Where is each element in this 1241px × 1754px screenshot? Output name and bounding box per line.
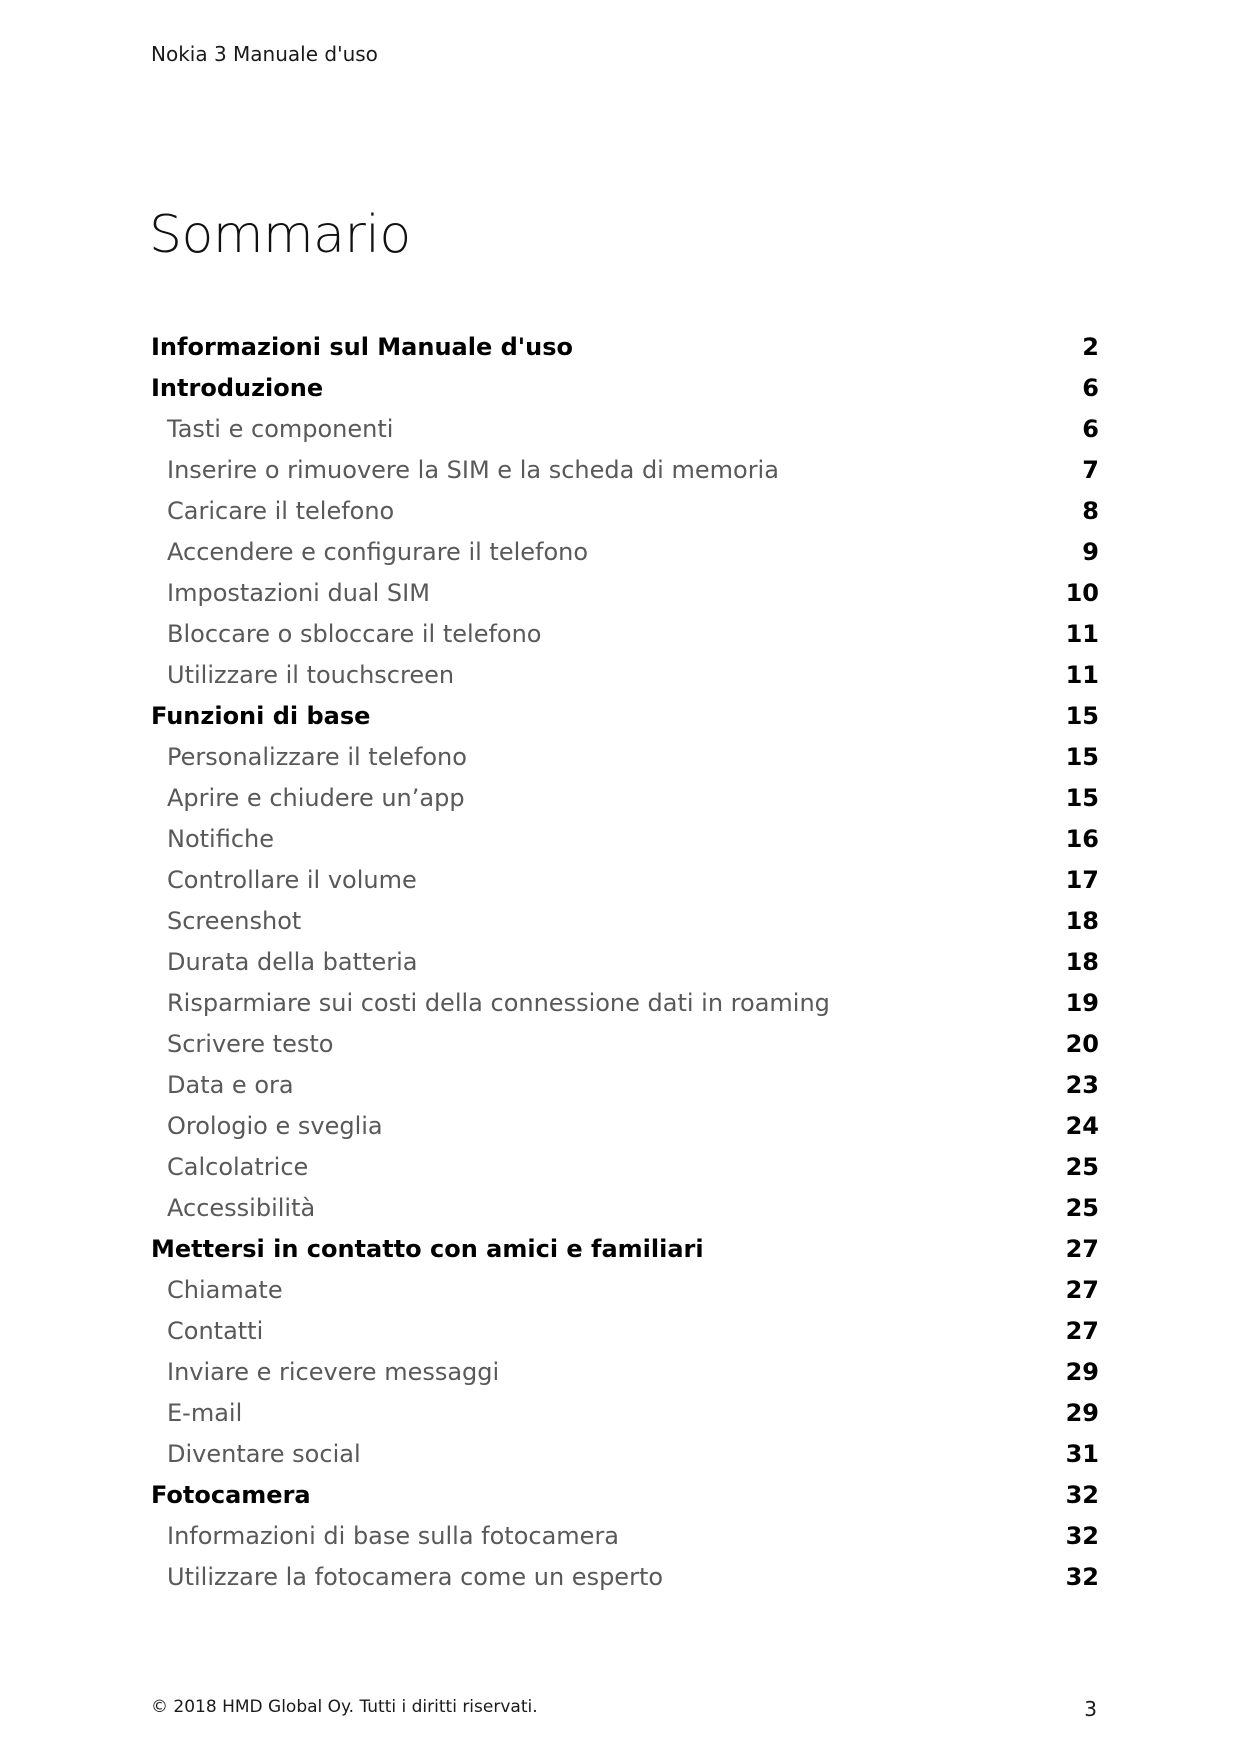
toc-entry-label: Utilizzare il touchscreen — [167, 660, 455, 689]
toc-subsection-entry[interactable] — [151, 900, 1099, 941]
toc-entry-label: Utilizzare la fotocamera come un esperto — [167, 1562, 664, 1591]
toc-entry-page-number: 32 — [1065, 1521, 1099, 1550]
toc-subsection-entry[interactable] — [151, 490, 1099, 531]
toc-entry-label: Personalizzare il telefono — [167, 742, 467, 771]
toc-entry-page-number: 16 — [1065, 824, 1099, 853]
toc-entry-label: Controllare il volume — [167, 865, 417, 894]
toc-subsection-entry[interactable] — [151, 1023, 1099, 1064]
toc-subsection-entry[interactable] — [151, 1392, 1099, 1433]
toc-entry-page-number: 17 — [1065, 865, 1099, 894]
toc-entry-page-number: 15 — [1065, 742, 1099, 771]
toc-entry-label: Fotocamera — [151, 1480, 311, 1509]
toc-entry-label: Contatti — [167, 1316, 264, 1345]
toc-entry-page-number: 10 — [1065, 578, 1099, 607]
toc-subsection-entry[interactable] — [151, 736, 1099, 777]
toc-section-entry[interactable] — [151, 1228, 1099, 1269]
toc-section-entry[interactable] — [151, 1474, 1099, 1515]
toc-entry-page-number: 23 — [1065, 1070, 1099, 1099]
toc-subsection-entry[interactable] — [151, 572, 1099, 613]
toc-entry-page-number: 29 — [1065, 1398, 1099, 1427]
toc-subsection-entry[interactable] — [151, 1146, 1099, 1187]
toc-subsection-entry[interactable] — [151, 1310, 1099, 1351]
toc-subsection-entry[interactable] — [151, 818, 1099, 859]
toc-entry-page-number: 29 — [1065, 1357, 1099, 1386]
toc-entry-label: Notifiche — [167, 824, 275, 853]
toc-entry-page-number: 19 — [1065, 988, 1099, 1017]
toc-entry-page-number: 18 — [1065, 906, 1099, 935]
toc-entry-label: Orologio e sveglia — [167, 1111, 383, 1140]
footer-copyright: © 2018 HMD Global Oy. Tutti i diritti riservati. — [151, 1697, 538, 1717]
toc-entry-page-number: 6 — [1082, 414, 1099, 443]
toc-entry-page-number: 31 — [1065, 1439, 1099, 1468]
toc-entry-label: E-mail — [167, 1398, 243, 1427]
toc-subsection-entry[interactable] — [151, 1556, 1099, 1597]
page-title: Sommario — [149, 205, 411, 265]
toc-entry-page-number: 27 — [1065, 1234, 1099, 1263]
toc-entry-label: Funzioni di base — [151, 701, 371, 730]
toc-entry-label: Aprire e chiudere un’app — [167, 783, 465, 812]
toc-section-entry[interactable] — [151, 367, 1099, 408]
toc-entry-page-number: 27 — [1065, 1316, 1099, 1345]
toc-subsection-entry[interactable] — [151, 1433, 1099, 1474]
toc-section-entry[interactable] — [151, 695, 1099, 736]
toc-entry-label: Mettersi in contatto con amici e familiari — [151, 1234, 704, 1263]
toc-subsection-entry[interactable] — [151, 531, 1099, 572]
footer-page-number: 3 — [1084, 1697, 1097, 1721]
toc-entry-label: Caricare il telefono — [167, 496, 395, 525]
table-of-contents — [151, 326, 1099, 1597]
toc-entry-page-number: 11 — [1065, 619, 1099, 648]
toc-entry-label: Informazioni di base sulla fotocamera — [167, 1521, 620, 1550]
toc-entry-page-number: 32 — [1065, 1480, 1099, 1509]
toc-entry-label: Scrivere testo — [167, 1029, 334, 1058]
toc-entry-page-number: 15 — [1065, 783, 1099, 812]
toc-subsection-entry[interactable] — [151, 1269, 1099, 1310]
toc-subsection-entry[interactable] — [151, 941, 1099, 982]
toc-subsection-entry[interactable] — [151, 777, 1099, 818]
toc-entry-page-number: 8 — [1082, 496, 1099, 525]
toc-entry-label: Inserire o rimuovere la SIM e la scheda di memoria — [167, 455, 779, 484]
toc-subsection-entry[interactable] — [151, 859, 1099, 900]
toc-subsection-entry[interactable] — [151, 1064, 1099, 1105]
toc-entry-label: Chiamate — [167, 1275, 283, 1304]
toc-entry-page-number: 18 — [1065, 947, 1099, 976]
toc-entry-label: Tasti e componenti — [167, 414, 394, 443]
toc-entry-label: Informazioni sul Manuale d'uso — [151, 332, 573, 361]
toc-subsection-entry[interactable] — [151, 654, 1099, 695]
toc-subsection-entry[interactable] — [151, 408, 1099, 449]
toc-subsection-entry[interactable] — [151, 982, 1099, 1023]
toc-entry-page-number: 27 — [1065, 1275, 1099, 1304]
toc-entry-page-number: 25 — [1065, 1152, 1099, 1181]
toc-entry-label: Accendere e configurare il telefono — [167, 537, 589, 566]
toc-entry-label: Screenshot — [167, 906, 302, 935]
toc-entry-page-number: 32 — [1065, 1562, 1099, 1591]
toc-entry-label: Diventare social — [167, 1439, 361, 1468]
toc-entry-page-number: 11 — [1065, 660, 1099, 689]
toc-entry-label: Impostazioni dual SIM — [167, 578, 430, 607]
toc-entry-page-number: 6 — [1082, 373, 1099, 402]
toc-entry-label: Durata della batteria — [167, 947, 418, 976]
toc-entry-page-number: 24 — [1065, 1111, 1099, 1140]
toc-subsection-entry[interactable] — [151, 613, 1099, 654]
toc-entry-page-number: 2 — [1082, 332, 1099, 361]
toc-entry-page-number: 9 — [1082, 537, 1099, 566]
toc-entry-label: Bloccare o sbloccare il telefono — [167, 619, 542, 648]
toc-entry-label: Accessibilità — [167, 1193, 316, 1222]
toc-subsection-entry[interactable] — [151, 1105, 1099, 1146]
toc-entry-label: Data e ora — [167, 1070, 294, 1099]
toc-section-entry[interactable] — [151, 326, 1099, 367]
toc-subsection-entry[interactable] — [151, 1351, 1099, 1392]
toc-entry-label: Introduzione — [151, 373, 324, 402]
toc-entry-label: Calcolatrice — [167, 1152, 309, 1181]
toc-entry-label: Risparmiare sui costi della connessione dati in roaming — [167, 988, 830, 1017]
toc-subsection-entry[interactable] — [151, 1187, 1099, 1228]
toc-subsection-entry[interactable] — [151, 449, 1099, 490]
toc-entry-page-number: 7 — [1082, 455, 1099, 484]
toc-entry-label: Inviare e ricevere messaggi — [167, 1357, 500, 1386]
running-header-title: Nokia 3 Manuale d'uso — [151, 42, 378, 66]
toc-entry-page-number: 15 — [1065, 701, 1099, 730]
toc-entry-page-number: 25 — [1065, 1193, 1099, 1222]
toc-subsection-entry[interactable] — [151, 1515, 1099, 1556]
toc-entry-page-number: 20 — [1065, 1029, 1099, 1058]
